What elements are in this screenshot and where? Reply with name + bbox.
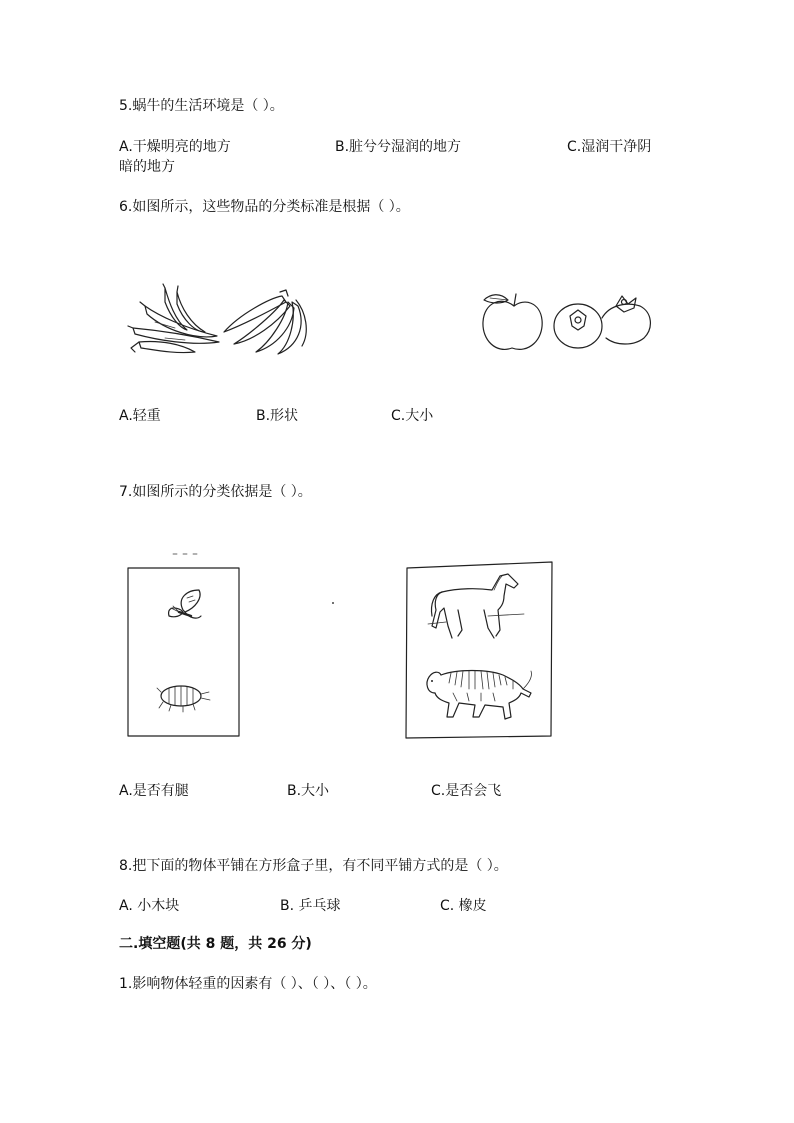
q5-option-c: C.湿润干净阴 bbox=[567, 139, 652, 155]
apple-illustration bbox=[478, 290, 548, 356]
q6-option-a: A.轻重 bbox=[119, 408, 161, 424]
tiger-illustration bbox=[423, 663, 535, 725]
q8-option-c: C. 橡皮 bbox=[440, 898, 487, 914]
q5-stem: 5.蜗牛的生活环境是（ ）。 bbox=[119, 98, 284, 114]
q7-option-b: B.大小 bbox=[287, 783, 330, 799]
persimmons-illustration bbox=[550, 288, 655, 354]
q6-option-b: B.形状 bbox=[256, 408, 299, 424]
section-heading: 二.填空题(共 8 题，共 26 分) bbox=[119, 936, 312, 952]
q7-option-c: C.是否会飞 bbox=[431, 783, 502, 799]
q8-option-a: A. 小木块 bbox=[119, 898, 180, 914]
q7-option-a: A.是否有腿 bbox=[119, 783, 189, 799]
q5-option-c-continued: 暗的地方 bbox=[119, 159, 175, 175]
bananas-illustration bbox=[220, 288, 310, 358]
q5-option-a: A.干燥明亮的地方 bbox=[119, 139, 231, 155]
chili-peppers-illustration bbox=[125, 282, 225, 362]
q5-option-b: B.脏兮兮湿润的地方 bbox=[335, 139, 462, 155]
pillbug-illustration bbox=[155, 680, 213, 714]
q6-option-c: C.大小 bbox=[391, 408, 434, 424]
butterfly-illustration bbox=[163, 588, 207, 628]
q8-stem: 8.把下面的物体平铺在方形盒子里，有不同平铺方式的是（ ）。 bbox=[119, 858, 508, 874]
dot-mark bbox=[330, 600, 336, 606]
q7-stem: 7.如图所示的分类依据是（ ）。 bbox=[119, 484, 312, 500]
q6-stem: 6.如图所示，这些物品的分类标准是根据（ ）。 bbox=[119, 199, 410, 215]
horse-illustration bbox=[428, 566, 524, 642]
fill-question-1: 1.影响物体轻重的因素有（ ）、（ ）、（ ）。 bbox=[119, 976, 377, 992]
q8-option-b: B. 乒乓球 bbox=[280, 898, 341, 914]
